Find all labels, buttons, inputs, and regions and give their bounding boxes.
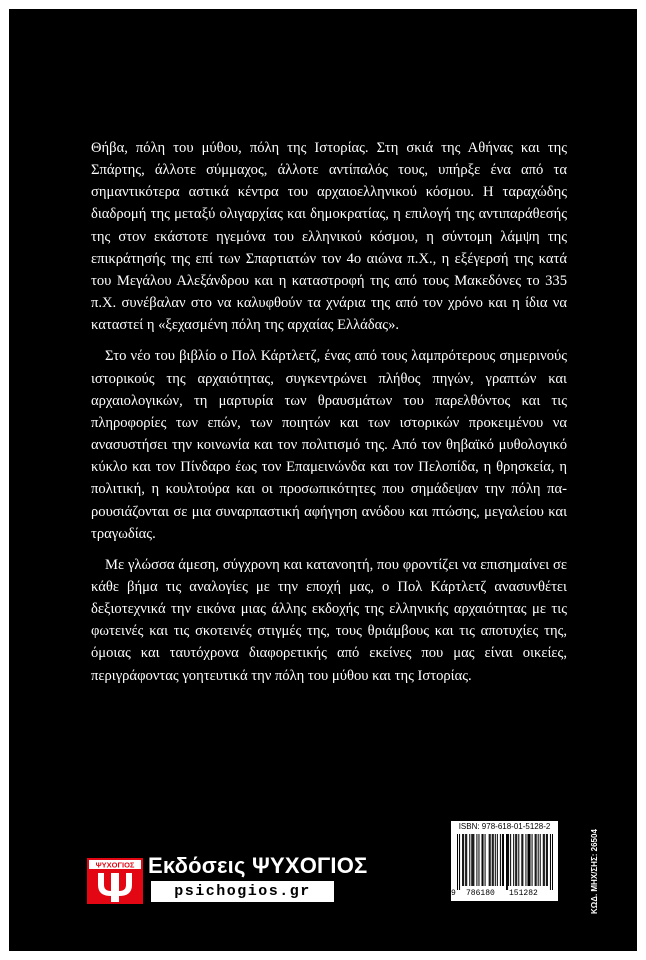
back-cover (9, 9, 637, 951)
barcode-digits-left: 786180 (466, 889, 495, 898)
barcode-bar (473, 834, 474, 886)
barcode-bar (513, 834, 514, 886)
barcode-bar (552, 834, 553, 890)
barcode-bar (463, 834, 464, 886)
barcode-bar (535, 834, 536, 886)
barcode-digits (451, 889, 558, 900)
barcode-bar (471, 834, 472, 886)
barcode-bar (462, 834, 463, 886)
barcode-bar (530, 834, 531, 886)
barcode-bar (527, 834, 528, 886)
barcode-bar (540, 834, 541, 886)
barcode (451, 821, 558, 901)
barcode-bar (457, 834, 458, 890)
logo-wordmark: ΨΥΧΟΓΙΟΣ (95, 860, 135, 870)
barcode-bar (521, 834, 522, 886)
barcode-bar (522, 834, 523, 886)
barcode-bar (515, 834, 516, 886)
barcode-bar (492, 834, 493, 886)
barcode-bar (518, 834, 519, 886)
barcode-bar (550, 834, 551, 890)
product-code-vertical: ΚΩΔ. ΜΗΧ/ΣΗΣ: 26504 (590, 829, 599, 914)
barcode-bar (543, 834, 544, 886)
isbn-label: ISBN: 978-618-01-5128-2 (458, 822, 551, 831)
publisher-name: Εκδόσεις ΨΥΧΟΓΙΟΣ (148, 853, 368, 878)
barcode-bar (547, 834, 548, 886)
publisher-url: psichogios.gr (151, 881, 334, 902)
blurb-paragraph-3: Με γλώσσα άμεση, σύγχρονη και κατανοητή, που φροντίζει να επισημαίνει σε κάθε βήμα τις αναλογίες με την εποχή μας, ο Πολ Κάρτλετζ ανασυνθέτει δεξιοτεχνικά την εικόνα μιας άλλης εκδοχής της ελληνικής αρχαιότητας με τις φωτεινές και τις σκοτεινές στιγμές της, τους θριάμβους και τις αποτυχίες της, όμοιας και ταυτόχρονα διαφορετικής από εκείνες που μας είναι οικείες, περιγράφοντας γοητευτικά την πόλη του μύθου και της Ιστορίας. (91, 556, 567, 684)
barcode-bar (510, 834, 511, 886)
barcode-bar (482, 834, 483, 886)
barcode-bar (532, 834, 533, 886)
barcode-bar (525, 834, 526, 886)
barcode-bar (469, 834, 470, 886)
barcode-bar (503, 834, 504, 886)
barcode-bar (478, 834, 479, 886)
blurb-paragraph-2: Στο νέο του βιβλίο ο Πολ Κάρτλετζ, ένας από τους λαμπρότερους σημερινούς ιστορικούς της αρχαιότητας, συγκεντρώνει πλήθος πηγών, γραπτών και αρχαιολογικών, τη μαρτυρία των θραυσμάτων του παρελθόντος και τις πληροφορίες των επών, των ποιητών και των ιστορικών προκειμένου να ανασυστήσει την κοινωνία και τον πολιτισμό της. Από τον θηβαϊκό μυθολογικό κύκλο και τον Πίνδαρο έως τον Επαμεινώνδα και τον Πελοπίδα, η θρησκεία, η πολιτική, η κουλτούρα και οι προσωπικότητες που σημάδεψαν την πόλη παρουσιάζονται σε μια συναρπαστική αφήγηση ανόδου και πτώσης, μεγαλείου και τραγωδίας. (91, 348, 567, 542)
barcode-digit-first: 9 (451, 889, 456, 898)
barcode-bars (457, 834, 553, 890)
barcode-bar (538, 834, 539, 886)
barcode-bar (483, 834, 484, 886)
barcode-bar (546, 834, 547, 886)
barcode-digits-right: 151282 (509, 889, 538, 898)
barcode-bar (528, 834, 529, 886)
barcode-bar (489, 834, 490, 886)
barcode-bar (493, 834, 494, 886)
barcode-bar (476, 834, 477, 886)
barcode-bar (544, 834, 545, 886)
barcode-bar (508, 834, 509, 886)
barcode-bar (459, 834, 460, 890)
publisher-logo-icon (87, 858, 143, 904)
barcode-bar (465, 834, 466, 886)
barcode-bar (516, 834, 517, 886)
barcode-bar (472, 834, 473, 886)
barcode-bar (466, 834, 467, 886)
barcode-bar (507, 834, 508, 890)
blurb-paragraph-1: Θήβα, πόλη του μύθου, πόλη της Ιστορίας. Στη σκιά της Αθήνας και της Σπάρτης, άλλοτε σύμμαχος, άλλοτε αντίπαλός τους, υπήρξε ένα από τα σημαντικότερα αστικά κέντρα του αρχαιοελληνικού κόσμου. Η ταραχώδης διαδρομή της μεταξύ ολιγαρχίας και δημοκρατίας, η επιλογή της αντιπαράθεσής της στον εκάστοτε ηγεμόνα του ελληνικού κόσμου, η σύντομη λάμψη της επικράτησής της επί των Σπαρτιατών τον 4ο αιώνα π.Χ., η εξέγερσή της κατά του Μεγάλου Αλεξάνδρου και η καταστροφή της από τους Μακεδόνες το 335 π.Χ. συνέβαλαν στο να καλυφθούν τα χνάρια της από τον χρόνο και η ίδια να καταστεί η «ξεχασμένη πόλη της αρχαίας Ελλάδας». (91, 140, 567, 334)
barcode-bar (497, 834, 498, 886)
barcode-bar (502, 834, 503, 886)
barcode-bar (500, 834, 501, 886)
barcode-bar (495, 834, 496, 886)
blurb-text (91, 137, 567, 696)
barcode-bar (506, 834, 507, 890)
barcode-bar (485, 834, 486, 886)
barcode-bar (490, 834, 491, 886)
barcode-bar (536, 834, 537, 886)
